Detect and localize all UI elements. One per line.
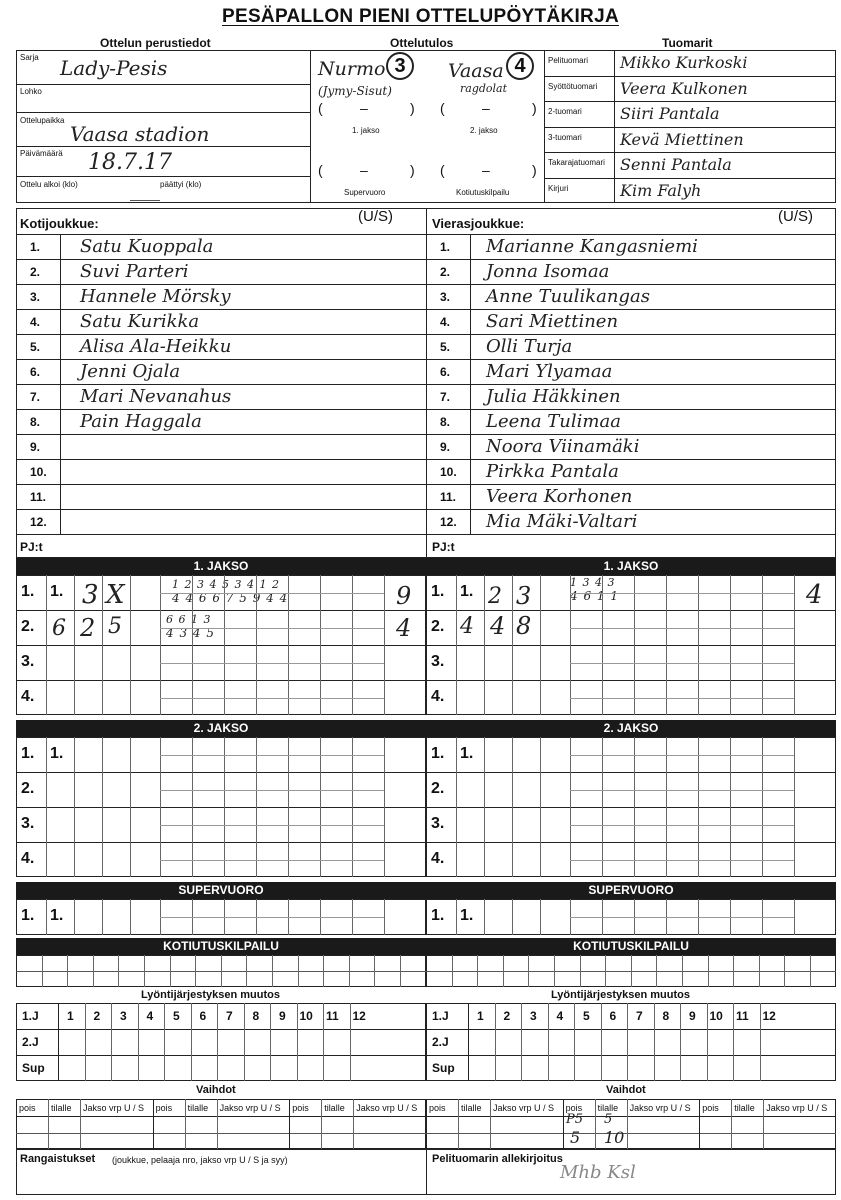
home-team-result[interactable]: Nurmo [318, 58, 386, 80]
away-subs-col: tilalle [597, 1103, 619, 1113]
home-order-col: 8 [252, 1009, 260, 1023]
away-order-col: 3 [530, 1009, 537, 1023]
home-subs-col: pois [19, 1103, 36, 1113]
home-super-bar: SUPERVUORO [16, 882, 426, 899]
away-p1-inning-2: 2. [431, 617, 445, 635]
away-order-col: 8 [662, 1009, 670, 1023]
away-player-name[interactable]: Pirkka Pantala [486, 461, 619, 482]
away-p2-inning-3: 3. [431, 814, 445, 832]
home-p1-bar: 1. JAKSO [16, 558, 426, 575]
home-player-name[interactable]: Suvi Parteri [80, 261, 189, 282]
period2-label: 2. jakso [470, 126, 498, 135]
home-player-name[interactable]: Satu Kuoppala [80, 236, 214, 257]
sub-mark-c[interactable]: 5 [570, 1128, 581, 1147]
home-p1-r2-bot[interactable]: 4 3 4 5 [166, 626, 215, 640]
referee-label-0: Pelituomari [548, 56, 589, 65]
sub-mark-b[interactable]: 5 [604, 1112, 613, 1127]
home-player-name[interactable]: Mari Nevanahus [80, 386, 232, 407]
home-p1-inner: 1. [50, 582, 64, 600]
date-value[interactable]: 18.7.17 [88, 150, 172, 175]
home-subs-heading: Vaihdot [196, 1084, 236, 1096]
away-super-bar: SUPERVUORO [426, 882, 836, 899]
referee-signature[interactable]: Mhb Ksl [560, 1162, 636, 1183]
home-p1-r1-bot[interactable]: 4 4 6 6 7 5 9 4 4 [172, 591, 289, 605]
away-p1-inning-3: 3. [431, 652, 445, 670]
home-subs-col: tilalle [187, 1103, 209, 1113]
away-subs-col: pois [565, 1103, 583, 1113]
away-player-name[interactable]: Noora Viinamäki [486, 436, 640, 457]
page-title: PESÄPALLON PIENI OTTELUPÖYTÄKIRJA [222, 6, 619, 27]
home-order-col: 12 [352, 1009, 366, 1023]
away-player-number: 2. [440, 265, 451, 279]
referee-label-4: Takarajatuomari [548, 158, 605, 167]
referees-heading: Tuomarit [662, 36, 713, 50]
away-subs-col: pois [429, 1103, 446, 1113]
home-player-number: 6. [30, 365, 41, 379]
home-subs-col: pois [292, 1103, 309, 1113]
away-player-number: 3. [440, 290, 451, 304]
home-player-name[interactable]: Hannele Mörsky [80, 286, 231, 307]
away-p2-inner: 1. [460, 744, 474, 762]
away-order-col: 2 [503, 1009, 511, 1023]
home-super-inner: 1. [50, 907, 64, 924]
super-label: Supervuoro [344, 188, 386, 197]
home-p1-r2-top[interactable]: 6 6 1 3 [166, 613, 212, 626]
sub-mark-a[interactable]: P5 [566, 1112, 584, 1127]
home-super-inning-1: 1. [21, 907, 35, 924]
away-subs-col: tilalle [461, 1103, 482, 1113]
signature-label: Pelituomarin allekirjoitus [432, 1153, 563, 1165]
away-order-heading: Lyöntijärjestyksen muutos [551, 989, 690, 1001]
homerun-label: Kotiutuskilpailu [456, 188, 510, 197]
away-player-name[interactable]: Jonna Isomaa [486, 261, 610, 282]
away-player-number: 6. [440, 365, 451, 379]
away-order-col: 1 [477, 1009, 484, 1023]
away-subs-col: tilalle [734, 1103, 755, 1113]
away-order-col: 11 [736, 1009, 749, 1023]
away-homerun-bar: KOTIUTUSKILPAILU [426, 938, 836, 955]
sarja-label: Sarja [20, 53, 39, 62]
home-order-col: 11 [326, 1009, 339, 1023]
home-p2-inning-2: 2. [21, 779, 35, 797]
away-p1-bar: 1. JAKSO [426, 558, 836, 575]
referee-value-1[interactable]: Veera Kulkonen [620, 78, 748, 98]
home-player-number: 3. [30, 290, 41, 304]
home-p1-inning-3: 3. [21, 652, 35, 670]
home-order-col: 1 [67, 1009, 74, 1023]
away-order-row: Sup [432, 1061, 455, 1075]
referee-label-2: 2-tuomari [548, 107, 582, 116]
away-p1-r1-a[interactable]: 2 [488, 584, 502, 609]
away-player-number: 12. [440, 515, 457, 529]
home-p1-r2-total[interactable]: 4 [396, 614, 412, 642]
away-p2-inning-4: 4. [431, 849, 445, 867]
away-player-name[interactable]: Leena Tulimaa [486, 411, 621, 432]
home-player-number: 11. [30, 490, 47, 504]
home-p2-inning-3: 3. [21, 814, 35, 832]
home-order-col: 5 [173, 1009, 180, 1023]
home-p1-r1-total[interactable]: 9 [396, 582, 412, 610]
away-p1-r1-top[interactable]: 1 3 4 3 [570, 576, 616, 589]
penalties-label: Rangaistukset [20, 1153, 96, 1165]
home-subs-col: pois [155, 1103, 173, 1113]
away-player-name[interactable]: Veera Korhonen [486, 486, 633, 507]
away-super-inner: 1. [460, 907, 474, 924]
date-label: Päivämäärä [20, 149, 63, 158]
away-player-number: 10. [440, 465, 457, 479]
home-player-number: 2. [30, 265, 41, 279]
away-player-name[interactable]: Julia Häkkinen [486, 386, 621, 407]
home-p2-inning-1: 1. [21, 744, 35, 762]
home-p1-inning-4: 4. [21, 687, 35, 705]
home-p1-r1-b[interactable]: X [106, 580, 125, 610]
away-player-name[interactable]: Mari Ylyamaa [486, 361, 613, 382]
away-player-number: 11. [440, 490, 457, 504]
home-order-col: 7 [226, 1009, 233, 1023]
home-order-row: 2.J [22, 1035, 39, 1049]
away-order-col: 7 [636, 1009, 643, 1023]
home-player-number: 4. [30, 315, 41, 329]
home-player-name[interactable]: Jenni Ojala [80, 361, 181, 382]
home-player-number: 9. [30, 440, 41, 454]
away-score[interactable]: 4 [506, 52, 534, 80]
home-team-label: Kotijoukkue: [20, 216, 99, 231]
home-subs-col: tilalle [51, 1103, 72, 1113]
away-pj: PJ:t [432, 540, 455, 554]
home-player-name[interactable]: Alisa Ala-Heikku [80, 336, 232, 357]
referee-label-3: 3-tuomari [548, 132, 582, 142]
away-player-name[interactable]: Sari Miettinen [486, 311, 619, 332]
home-player-name[interactable]: Pain Haggala [80, 411, 202, 432]
away-team-label: Vierasjoukkue: [432, 216, 525, 231]
referee-value-3[interactable]: Kevä Miettinen [620, 129, 744, 149]
home-order-col: 4 [146, 1009, 154, 1023]
away-order-col: 12 [762, 1009, 776, 1023]
away-team-result[interactable]: Vaasa [448, 60, 504, 82]
home-us[interactable]: (U/S) [358, 208, 393, 225]
result-heading: Ottelutulos [390, 36, 454, 50]
away-p1-r1-b[interactable]: 3 [516, 582, 532, 610]
home-score[interactable]: 3 [386, 52, 414, 80]
home-p1-inning-1: 1. [21, 582, 35, 600]
away-subs-col: Jakso vrp U / S [629, 1103, 691, 1113]
away-player-name[interactable]: Mia Mäki-Valtari [486, 511, 638, 532]
home-player-number: 8. [30, 415, 41, 429]
home-player-name[interactable]: Satu Kurikka [80, 311, 200, 332]
away-order-row: 2.J [432, 1035, 449, 1049]
home-player-number: 1. [30, 240, 41, 254]
start-label: Ottelu alkoi (klo) [20, 180, 78, 189]
away-order-row: 1.J [432, 1009, 449, 1023]
home-subs-col: Jakso vrp U / S [356, 1103, 418, 1113]
lohko-label: Lohko [20, 87, 42, 96]
away-subs-col: pois [702, 1103, 719, 1113]
away-super-inning-1: 1. [431, 907, 445, 924]
home-player-number: 7. [30, 390, 41, 404]
home-subs-col: Jakso vrp U / S [219, 1103, 281, 1113]
home-p1-r1-a[interactable]: 3 [82, 580, 99, 610]
away-p2-bar: 2. JAKSO [426, 720, 836, 737]
away-order-col: 9 [689, 1009, 696, 1023]
basic-info-heading: Ottelun perustiedot [100, 36, 211, 50]
referee-value-4[interactable]: Senni Pantala [620, 155, 732, 174]
end-label: päättyi (klo) [160, 180, 202, 189]
home-order-col: 2 [93, 1009, 101, 1023]
away-player-name[interactable]: Anne Tuulikangas [486, 286, 650, 307]
away-subs-col: Jakso vrp U / S [493, 1103, 555, 1113]
away-subtitle: ragdolat [460, 82, 508, 95]
away-p1-r1-bot[interactable]: 4 6 1 1 [570, 589, 619, 603]
away-player-name[interactable]: Marianne Kangasniemi [486, 236, 698, 257]
home-order-col: 10 [299, 1009, 313, 1023]
home-p1-r2-b[interactable]: 2 [80, 614, 96, 642]
away-us[interactable]: (U/S) [778, 208, 813, 225]
away-p1-r1-total[interactable]: 4 [806, 580, 823, 610]
referee-value-0[interactable]: Mikko Kurkoski [620, 53, 748, 72]
sarja-value[interactable]: Lady-Pesis [60, 56, 168, 80]
home-order-row: Sup [22, 1061, 45, 1075]
away-p1-r2-c[interactable]: 8 [516, 612, 532, 640]
away-player-number: 9. [440, 440, 451, 454]
home-p2-inner: 1. [50, 744, 64, 762]
away-order-col: 4 [556, 1009, 564, 1023]
period1-label: 1. jakso [352, 126, 380, 135]
home-p1-r2-c[interactable]: 5 [108, 614, 122, 639]
away-player-number: 7. [440, 390, 451, 404]
home-subs-col: tilalle [324, 1103, 345, 1113]
away-player-number: 1. [440, 240, 451, 254]
referee-label-5: Kirjuri [548, 183, 569, 193]
sub-mark-d[interactable]: 10 [604, 1128, 625, 1147]
home-player-number: 10. [30, 465, 47, 479]
home-p2-inning-4: 4. [21, 849, 35, 867]
referee-value-2[interactable]: Siiri Pantala [620, 104, 720, 123]
home-p1-r2-a[interactable]: 6 [52, 616, 66, 641]
home-homerun-bar: KOTIUTUSKILPAILU [16, 938, 426, 955]
home-order-col: 9 [279, 1009, 286, 1023]
away-p1-r2-a[interactable]: 4 [460, 614, 474, 639]
home-order-heading: Lyöntijärjestyksen muutos [141, 989, 280, 1001]
home-player-number: 12. [30, 515, 47, 529]
away-subs-heading: Vaihdot [606, 1084, 646, 1096]
away-player-number: 5. [440, 340, 451, 354]
away-player-number: 4. [440, 315, 451, 329]
home-order-row: 1.J [22, 1009, 39, 1023]
away-p2-inning-2: 2. [431, 779, 445, 797]
home-p2-bar: 2. JAKSO [16, 720, 426, 737]
home-order-col: 6 [199, 1009, 207, 1023]
away-p1-inner: 1. [460, 582, 474, 600]
home-p1-r1-top[interactable]: 1 2 3 4 5 3 4 1 2 [172, 578, 280, 591]
home-subs-col: Jakso vrp U / S [83, 1103, 145, 1113]
place-value[interactable]: Vaasa stadion [70, 122, 210, 146]
away-player-name[interactable]: Olli Turja [486, 336, 573, 357]
place-label: Ottelupaikka [20, 116, 65, 125]
away-order-col: 5 [583, 1009, 590, 1023]
away-order-col: 10 [709, 1009, 723, 1023]
away-player-number: 8. [440, 415, 451, 429]
home-p1-inning-2: 2. [21, 617, 35, 635]
referee-label-1: Syöttötuomari [548, 81, 598, 91]
away-p2-inning-1: 1. [431, 744, 445, 762]
home-pj: PJ:t [20, 540, 43, 554]
penalties-note: (joukkue, pelaaja nro, jakso vrp U / S ja syy) [112, 1155, 288, 1165]
away-order-col: 6 [609, 1009, 617, 1023]
referee-value-5[interactable]: Kim Falyh [620, 180, 702, 200]
away-p1-inning-1: 1. [431, 582, 445, 600]
home-subtitle: (Jymy-Sisut) [318, 84, 392, 98]
away-p1-r2-b[interactable]: 4 [490, 612, 506, 640]
home-player-number: 5. [30, 340, 41, 354]
away-subs-col: Jakso vrp U / S [766, 1103, 828, 1113]
home-order-col: 3 [120, 1009, 127, 1023]
away-p1-inning-4: 4. [431, 687, 445, 705]
